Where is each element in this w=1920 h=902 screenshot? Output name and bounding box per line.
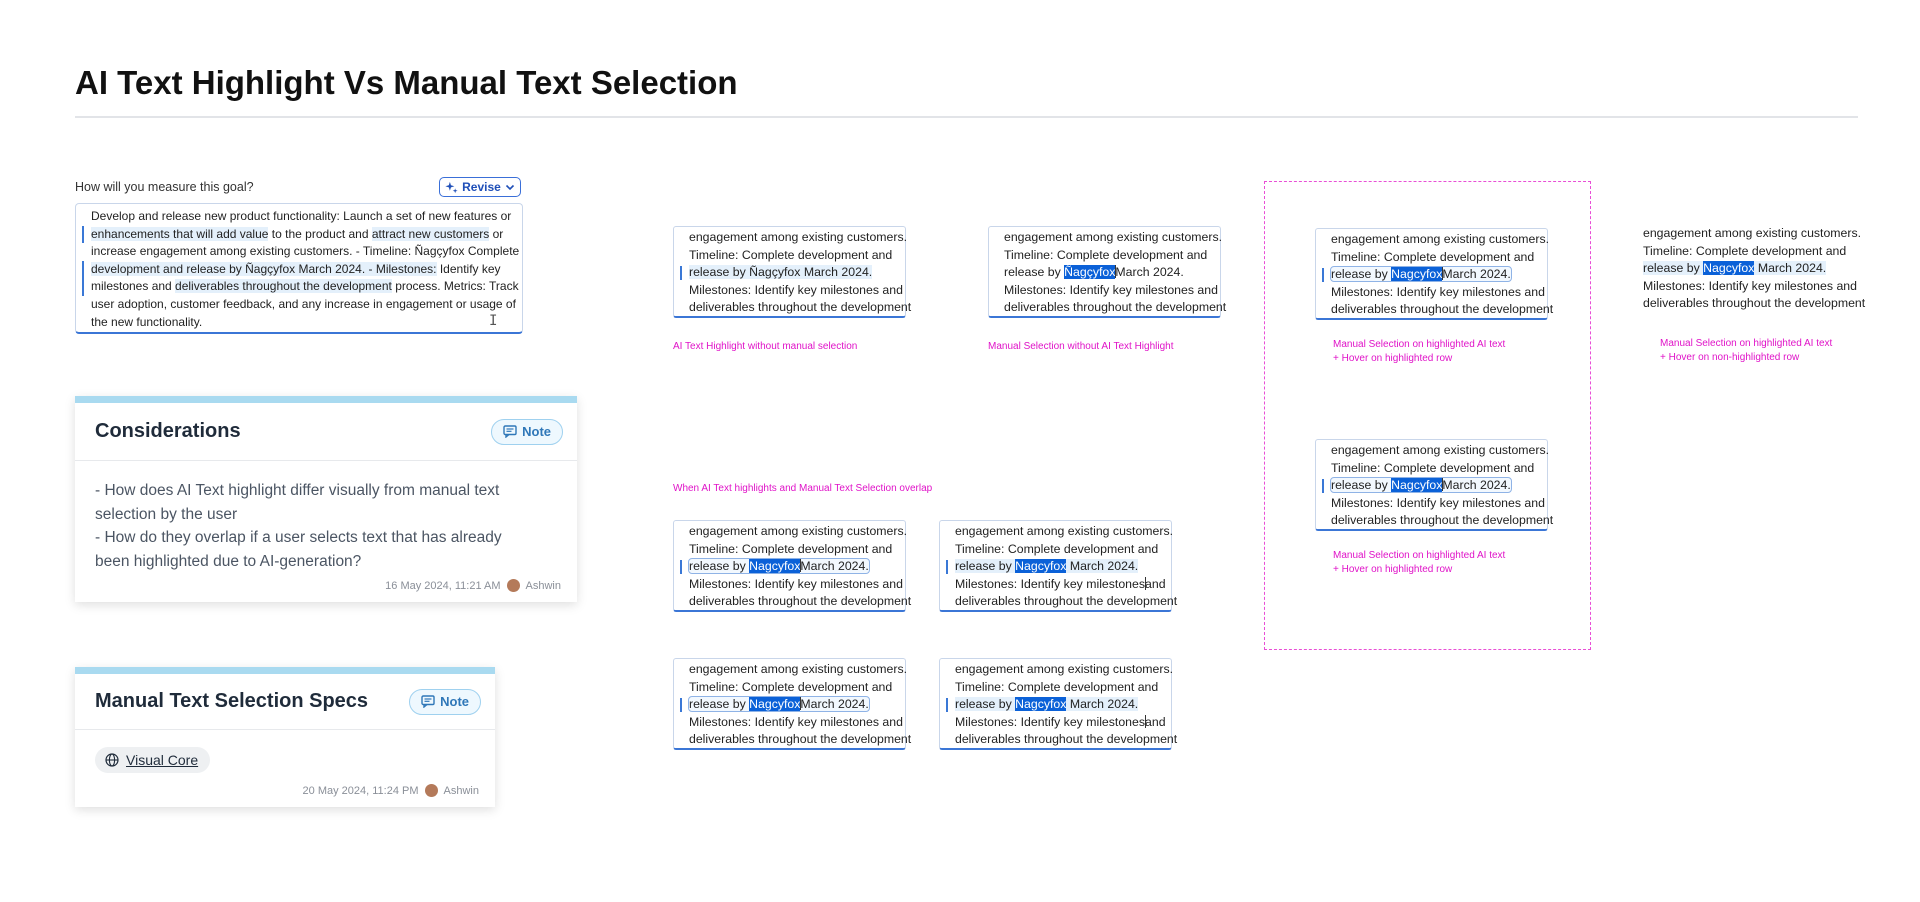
sample-line: engagement among existing customers. [1004,230,1223,244]
sample-line: engagement among existing customers. [1331,232,1550,246]
ai-highlight-bar [1322,479,1324,493]
manual-selection: Nagcyfox [1703,261,1755,276]
note-label: Note [440,694,469,709]
text: March 2024. [800,559,869,574]
card-meta [385,579,561,592]
sample-line: Milestones: Identify key milestones and [1331,284,1545,299]
meta-date: 16 May 2024, 11:21 AM [385,579,501,592]
meta-author: Ashwin [525,579,561,592]
avatar [425,784,438,797]
sample-overlap [939,520,1178,612]
hovered-ai-highlight [689,559,869,573]
text: March 2024. [800,697,869,712]
text: release by [1004,265,1065,280]
title-divider [75,116,1858,118]
text: March 2024. [803,265,873,280]
avatar [507,579,520,592]
sample-line: deliverables throughout the development [1004,300,1227,315]
ai-highlight-bar [82,226,84,243]
chip-label: Visual Core [126,752,199,768]
caption [1333,338,1505,366]
sample-line: Timeline: Complete development and [955,679,1159,694]
ai-highlight-bar [680,560,682,574]
note-button[interactable] [491,419,563,445]
sample-line: Timeline: Complete development and [1331,460,1535,475]
goal-field-label: How will you measure this goal? [75,180,254,194]
hovered-ai-highlight [1331,267,1511,281]
ai-highlight-bar [946,698,948,712]
sample-line: Timeline: Complete development and [1331,249,1535,264]
sample-line: Milestones: Identify key milestones and [1331,495,1545,510]
text: release by [955,697,1016,712]
sample-line: Milestones: Identify key milestones and [689,282,903,297]
note-label: Note [522,424,551,439]
manual-selection: Nagcyfox [1015,559,1067,574]
goal-line: user adoption, customer feedback, and any increase in engagement or usage of [91,296,516,311]
comment-icon [503,425,517,438]
text: March 2024. [1757,261,1827,276]
sample-line: Timeline: Complete development and [1643,243,1847,258]
card-header [75,674,495,730]
card-title: Manual Text Selection Specs [95,690,369,712]
sample-line [955,714,1171,732]
ai-highlight-bar [1322,268,1324,282]
ai-highlight [955,559,1138,573]
caption-line: + Hover on highlighted row [1333,353,1453,364]
sample-line: engagement among existing customers. [955,662,1174,676]
card-body [75,461,577,573]
caption [1333,549,1505,577]
ai-highlight [1643,261,1826,275]
text: March 2024. [1069,559,1139,574]
sample-line: engagement among existing customers. [1331,443,1550,457]
sample-line [689,264,905,282]
text: release by [689,697,750,712]
sample-line: Milestones: Identify key milestones and [689,714,903,729]
text: March 2024. [1115,265,1184,280]
text: Ñagçyfox [749,265,801,280]
sample-line: deliverables throughout the development [1643,296,1866,311]
sparkle-icon [445,181,458,194]
goal-line: development and release by Ñagçyfox March 2024. - Milestones: Identify key [91,261,501,276]
text: release by [689,559,750,574]
consideration-line: - How do they overlap if a user selects text that has already [95,529,502,546]
caption-line: + Hover on highlighted row [1333,564,1453,575]
sample-line: deliverables throughout the development [1331,513,1554,528]
chevron-down-icon [505,182,515,192]
considerations-card [75,396,577,602]
caption-line: + Hover on non-highlighted row [1660,352,1800,363]
globe-icon [105,753,119,767]
sample-line: engagement among existing customers. [1643,226,1862,240]
meta-date: 20 May 2024, 11:24 PM [302,784,419,797]
text: and [1145,576,1166,591]
ai-highlight: deliverables throughout the development [175,279,392,294]
sample-line: deliverables throughout the development [955,732,1178,747]
manual-selection: Nagcyfox [1015,697,1067,712]
text: release by [689,265,750,280]
consideration-line: - How does AI Text highlight differ visually from manual text [95,482,500,499]
revise-label: Revise [462,180,501,194]
text: release by [955,559,1016,574]
sample-line: engagement among existing customers. [689,662,908,676]
sample-overlap [673,520,912,612]
card-title: Considerations [95,420,241,442]
sample-line: deliverables throughout the development [689,594,912,609]
ai-highlight: enhancements that will add value [91,226,269,241]
ai-highlight-bar [82,261,84,296]
sample-line [1331,266,1547,284]
card-accent [75,396,577,403]
sample-hover-non-highlighted [1628,223,1918,315]
hovered-ai-highlight [689,697,869,711]
comment-icon [421,695,435,708]
sample-overlap [939,658,1178,750]
text: and [1145,714,1166,729]
revise-button[interactable] [439,177,521,197]
ai-highlight-bar [680,266,682,280]
caption: AI Text Highlight without manual selection [673,341,858,352]
card-body [75,730,495,773]
page-title: AI Text Highlight Vs Manual Text Selection [75,64,738,101]
text: Milestones: Identify key milestones [955,576,1146,591]
text: March 2024. [1442,478,1511,493]
sample-line [689,696,905,714]
hovered-ai-highlight [1331,478,1511,492]
note-button[interactable] [409,689,481,715]
sample-line: deliverables throughout the development [689,300,912,315]
ai-highlight: attract new customers [371,226,490,241]
sample-hover-highlighted [1315,439,1554,531]
consideration-line: selection by the user [95,505,238,523]
manual-selection: Nagcyfox [1391,267,1443,282]
text: release by [1331,267,1392,282]
ai-highlight [689,265,872,279]
meta-author: Ashwin [443,784,479,797]
sample-line: engagement among existing customers. [689,230,908,244]
sample-ai-only [673,226,912,318]
sample-line: engagement among existing customers. [955,524,1174,538]
text-cursor-icon: I [489,313,498,329]
card-header [75,403,577,461]
sample-line [955,696,1171,714]
sample-line: Timeline: Complete development and [1004,247,1208,262]
specs-card [75,667,495,807]
sample-line: Timeline: Complete development and [689,247,893,262]
sample-line: deliverables throughout the development [1331,302,1554,317]
text: release by [1643,261,1704,276]
sample-line: Milestones: Identify key milestones and [689,576,903,591]
card-meta [303,784,479,797]
text: March 2024. [1442,267,1511,282]
sample-line: Timeline: Complete development and [955,541,1159,556]
sample-line [955,576,1171,594]
manual-selection: Nagcyfox [749,697,801,712]
sample-line: engagement among existing customers. [689,524,908,538]
text: release by [1331,478,1392,493]
ai-highlight [955,697,1138,711]
sample-line [1643,278,1918,296]
caption-line: Manual Selection on highlighted AI text [1333,339,1506,350]
sample-line: Timeline: Complete development and [689,541,893,556]
sample-line: Timeline: Complete development and [689,679,893,694]
ai-highlight-bar [680,698,682,712]
caption: Manual Selection without AI Text Highlight [988,341,1174,352]
sample-line [1643,260,1918,278]
manual-selection: Nagcyfox [1391,478,1443,493]
ai-highlight-bar [946,560,948,574]
sample-manual-only [988,226,1227,318]
sample-line [955,558,1171,576]
sample-line [1004,264,1220,282]
text: Milestones: Identify key milestones [1643,278,1834,293]
goal-line: enhancements that will add value to the product and attract new customers or [91,226,504,241]
caption-line: Manual Selection on highlighted AI text [1333,550,1506,561]
card-accent [75,667,495,674]
goal-line: milestones and deliverables throughout the development process. Metrics: Track [91,279,519,294]
caption: When AI Text highlights and Manual Text Selection overlap [673,483,933,494]
manual-selection: Nagcyfox [749,559,801,574]
goal-line: increase engagement among existing customers. - Timeline: Ñagçyfox Complete [91,244,520,259]
sample-line: deliverables throughout the development [689,732,912,747]
manual-selection: Ñagçyfox [1064,265,1116,280]
ai-highlight: development and release by Ñagçyfox March 2024. - Milestones: [91,261,437,276]
text: and [1836,278,1857,293]
goal-line: Develop and release new product functionality: Launch a set of new features or [91,209,512,223]
caption [1660,337,1832,365]
text: Milestones: Identify key milestones [955,714,1146,729]
sample-line: deliverables throughout the development [955,594,1178,609]
consideration-line: been highlighted due to AI-generation? [95,552,362,570]
visual-core-link[interactable] [95,747,210,773]
goal-textarea[interactable] [75,203,523,334]
goal-line: the new functionality. [91,314,203,329]
sample-line [1331,477,1547,495]
text: March 2024. [1069,697,1139,712]
sample-hover-highlighted [1315,228,1554,320]
sample-line [689,558,905,576]
sample-overlap [673,658,912,750]
caption-line: Manual Selection on highlighted AI text [1660,338,1833,349]
sample-line: Milestones: Identify key milestones and [1004,282,1218,297]
